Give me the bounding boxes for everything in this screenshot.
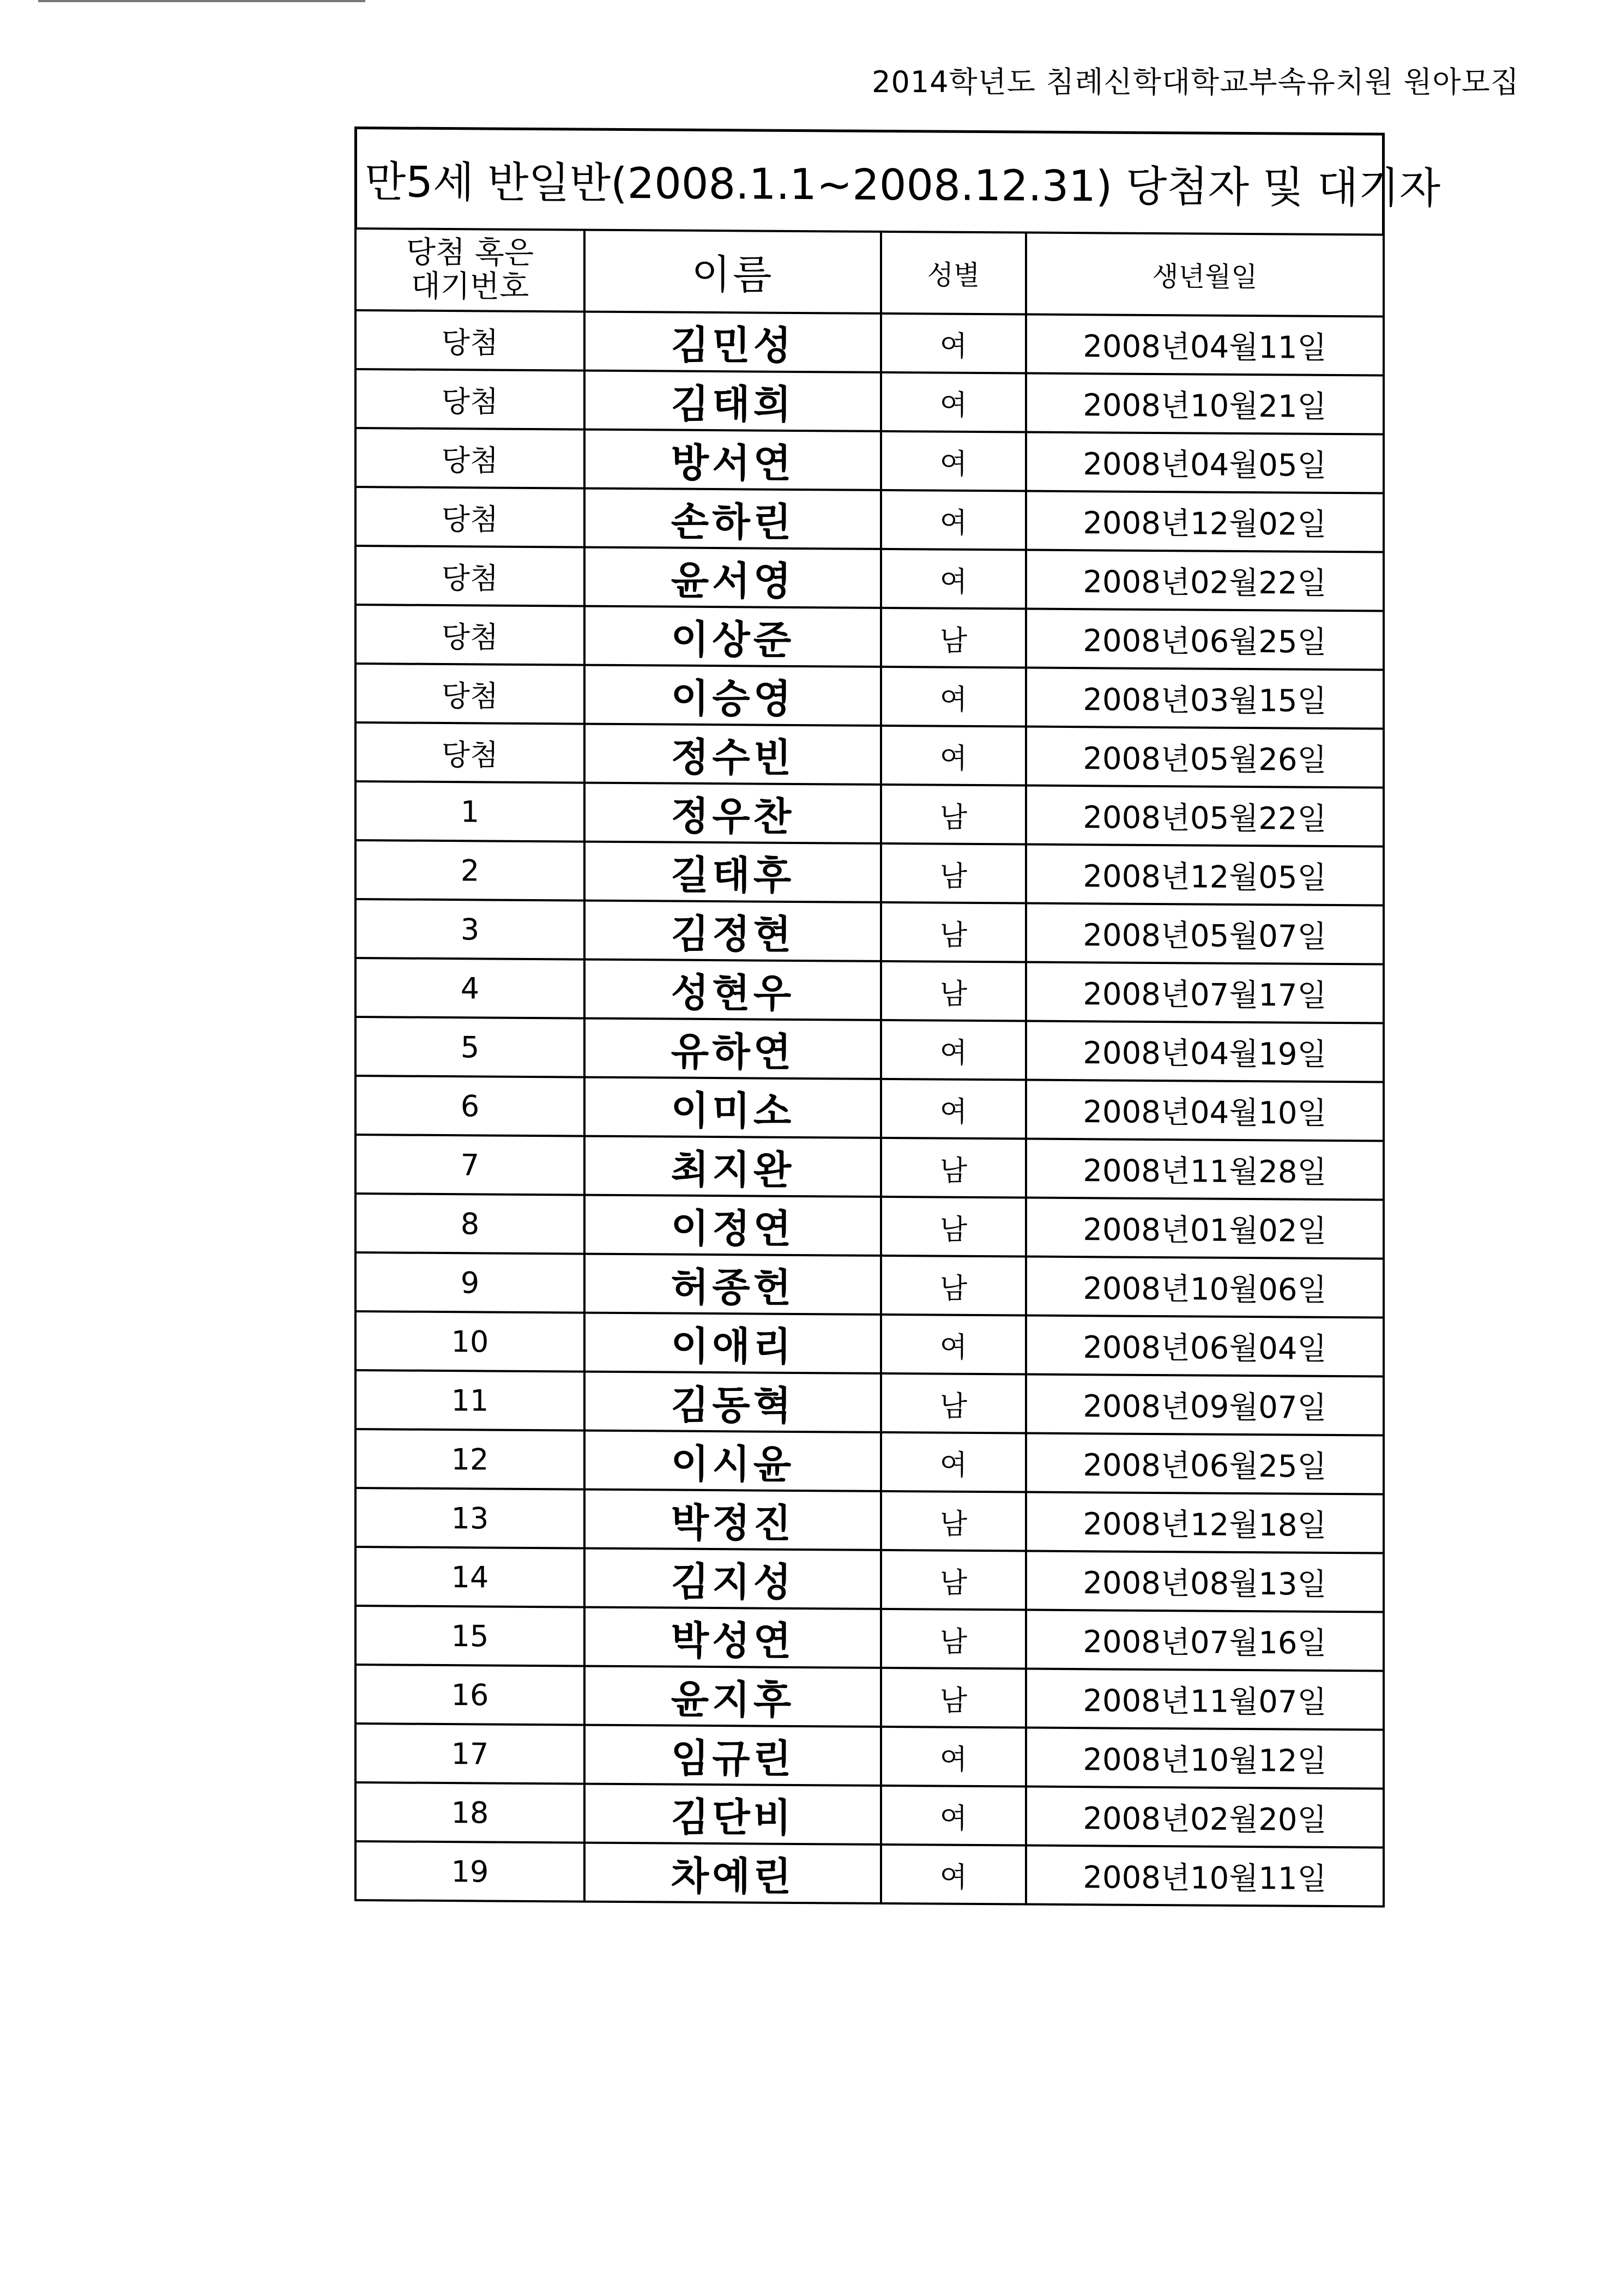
results-table: [354, 227, 1385, 1908]
cell-sex: 여: [881, 549, 1026, 609]
cell-number: 11: [355, 1370, 584, 1431]
cell-sex: 여: [881, 1727, 1026, 1787]
cell-dob: 2008년09월07일: [1026, 1375, 1384, 1436]
cell-dob: 2008년03월15일: [1026, 668, 1384, 729]
cell-name: 윤지후: [584, 1666, 881, 1727]
table-row: [355, 1547, 1384, 1612]
cell-dob: 2008년04월11일: [1026, 315, 1384, 376]
cell-number: 당첨: [355, 722, 584, 783]
cell-number: 당첨: [355, 369, 584, 430]
cell-sex: 여: [881, 1315, 1026, 1375]
cell-name: 성현우: [584, 960, 881, 1020]
cell-dob: 2008년12월05일: [1026, 845, 1384, 906]
cell-number: 15: [355, 1606, 584, 1666]
cell-number: 당첨: [355, 487, 584, 547]
cell-number: 7: [355, 1135, 584, 1195]
cell-number: 12: [355, 1429, 584, 1490]
results-sheet: [354, 126, 1441, 1908]
table-row: [355, 1723, 1384, 1789]
cell-name: 김민성: [584, 312, 881, 372]
cell-name: 이승영: [584, 665, 881, 726]
cell-dob: 2008년11월28일: [1026, 1139, 1384, 1200]
table-row: [355, 310, 1384, 376]
cell-number: 5: [355, 1017, 584, 1077]
cell-sex: 여: [881, 1845, 1026, 1905]
cell-sex: 남: [881, 961, 1026, 1021]
table-body: [355, 310, 1384, 1907]
table-row: [355, 1017, 1384, 1082]
cell-dob: 2008년10월12일: [1026, 1728, 1384, 1789]
cell-dob: 2008년06월04일: [1026, 1316, 1384, 1377]
cell-sex: 여: [881, 1079, 1026, 1139]
cell-name: 김정현: [584, 901, 881, 961]
cell-name: 손하린: [584, 489, 881, 549]
cell-number: 당첨: [355, 605, 584, 665]
cell-dob: 2008년06월25일: [1026, 609, 1384, 670]
column-header-number-line1: 당첨 혹은: [406, 234, 534, 272]
cell-dob: 2008년01월02일: [1026, 1198, 1384, 1259]
scan-edge-mark: [38, 0, 365, 2]
column-header-number: [355, 228, 584, 312]
table-row: [355, 428, 1384, 493]
column-header-name: 이름: [584, 230, 881, 314]
cell-number: 13: [355, 1488, 584, 1548]
table-row: [355, 840, 1384, 906]
cell-name: 길태후: [584, 842, 881, 902]
cell-number: 당첨: [355, 546, 584, 606]
header-row: [355, 228, 1384, 317]
cell-sex: 남: [881, 1550, 1026, 1610]
cell-name: 박성연: [584, 1607, 881, 1668]
cell-dob: 2008년07월16일: [1026, 1610, 1384, 1671]
cell-name: 윤서영: [584, 547, 881, 608]
cell-dob: 2008년05월22일: [1026, 786, 1384, 847]
cell-dob: 2008년07월17일: [1026, 962, 1384, 1023]
cell-sex: 남: [881, 1138, 1026, 1198]
cell-sex: 남: [881, 902, 1026, 962]
cell-dob: 2008년10월06일: [1026, 1257, 1384, 1318]
cell-name: 차예린: [584, 1843, 881, 1903]
cell-dob: 2008년02월22일: [1026, 550, 1384, 611]
cell-sex: 여: [881, 1786, 1026, 1846]
cell-sex: 여: [881, 490, 1026, 550]
cell-number: 당첨: [355, 664, 584, 724]
cell-sex: 남: [881, 785, 1026, 845]
table-row: [355, 546, 1384, 611]
cell-sex: 여: [881, 726, 1026, 786]
column-header-dob: 생년월일: [1026, 233, 1384, 317]
table-row: [355, 899, 1384, 965]
cell-number: 6: [355, 1076, 584, 1136]
table-row: [355, 1135, 1384, 1200]
cell-sex: 여: [881, 667, 1026, 727]
cell-sex: 여: [881, 1020, 1026, 1080]
cell-sex: 남: [881, 843, 1026, 903]
table-row: [355, 1841, 1384, 1907]
cell-name: 허종헌: [584, 1254, 881, 1315]
cell-dob: 2008년04월05일: [1026, 432, 1384, 493]
cell-name: 김단비: [584, 1784, 881, 1845]
cell-dob: 2008년04월19일: [1026, 1021, 1384, 1082]
table-row: [355, 1429, 1384, 1494]
cell-number: 19: [355, 1841, 584, 1902]
cell-sex: 여: [881, 1432, 1026, 1492]
cell-name: 김지성: [584, 1548, 881, 1609]
cell-sex: 남: [881, 1491, 1026, 1551]
cell-number: 2: [355, 840, 584, 901]
table-row: [355, 1252, 1384, 1318]
cell-number: 3: [355, 899, 584, 960]
cell-name: 정수빈: [584, 724, 881, 785]
table-row: [355, 664, 1384, 729]
table-row: [355, 605, 1384, 670]
cell-name: 이정연: [584, 1195, 881, 1256]
cell-name: 이상준: [584, 606, 881, 667]
cell-dob: 2008년10월21일: [1026, 373, 1384, 435]
cell-dob: 2008년04월10일: [1026, 1080, 1384, 1141]
cell-dob: 2008년10월11일: [1026, 1846, 1384, 1907]
cell-number: 8: [355, 1194, 584, 1254]
cell-dob: 2008년02월20일: [1026, 1787, 1384, 1848]
table-row: [355, 1488, 1384, 1553]
table-row: [355, 487, 1384, 552]
cell-number: 17: [355, 1723, 584, 1784]
table-row: [355, 1076, 1384, 1141]
cell-sex: 남: [881, 608, 1026, 668]
cell-number: 당첨: [355, 310, 584, 371]
table-row: [355, 369, 1384, 435]
cell-name: 이미소: [584, 1077, 881, 1138]
cell-dob: 2008년05월26일: [1026, 727, 1384, 788]
cell-name: 이애리: [584, 1313, 881, 1373]
table-row: [355, 1782, 1384, 1848]
table-row: [355, 1311, 1384, 1377]
column-header-sex: 성별: [881, 232, 1026, 315]
table-row: [355, 722, 1384, 788]
cell-sex: 남: [881, 1373, 1026, 1433]
cell-dob: 2008년11월07일: [1026, 1669, 1384, 1730]
cell-name: 이시윤: [584, 1431, 881, 1491]
cell-number: 14: [355, 1547, 584, 1607]
column-header-number-line2: 대기번호: [411, 268, 529, 305]
cell-number: 9: [355, 1252, 584, 1313]
cell-number: 18: [355, 1782, 584, 1843]
cell-sex: 남: [881, 1256, 1026, 1316]
cell-name: 유하연: [584, 1019, 881, 1079]
cell-number: 당첨: [355, 428, 584, 489]
cell-name: 임규린: [584, 1725, 881, 1786]
cell-number: 4: [355, 958, 584, 1019]
cell-name: 최지완: [584, 1136, 881, 1197]
cell-number: 1: [355, 781, 584, 842]
cell-name: 김동혁: [584, 1372, 881, 1432]
cell-dob: 2008년05월07일: [1026, 903, 1384, 965]
table-row: [355, 781, 1384, 847]
table-row: [355, 1665, 1384, 1730]
table-row: [355, 1606, 1384, 1671]
cell-dob: 2008년06월25일: [1026, 1433, 1384, 1494]
cell-name: 방서연: [584, 430, 881, 490]
cell-dob: 2008년12월18일: [1026, 1492, 1384, 1553]
cell-sex: 남: [881, 1668, 1026, 1728]
table-row: [355, 1370, 1384, 1436]
table-row: [355, 958, 1384, 1023]
cell-sex: 여: [881, 431, 1026, 491]
cell-dob: 2008년12월02일: [1026, 491, 1384, 552]
cell-sex: 여: [881, 314, 1026, 373]
table-title: 만5세 반일반(2008.1.1~2008.12.31) 당첨자 및 대기자: [354, 126, 1385, 234]
cell-sex: 남: [881, 1609, 1026, 1669]
cell-name: 박정진: [584, 1490, 881, 1550]
cell-sex: 남: [881, 1197, 1026, 1257]
cell-number: 16: [355, 1665, 584, 1725]
cell-name: 김태희: [584, 371, 881, 431]
cell-dob: 2008년08월13일: [1026, 1551, 1384, 1612]
cell-sex: 여: [881, 372, 1026, 432]
table-row: [355, 1194, 1384, 1259]
document-header: 2014학년도 침례신학대학교부속유치원 원아모집: [872, 65, 1519, 99]
cell-name: 정우찬: [584, 783, 881, 843]
cell-number: 10: [355, 1311, 584, 1372]
